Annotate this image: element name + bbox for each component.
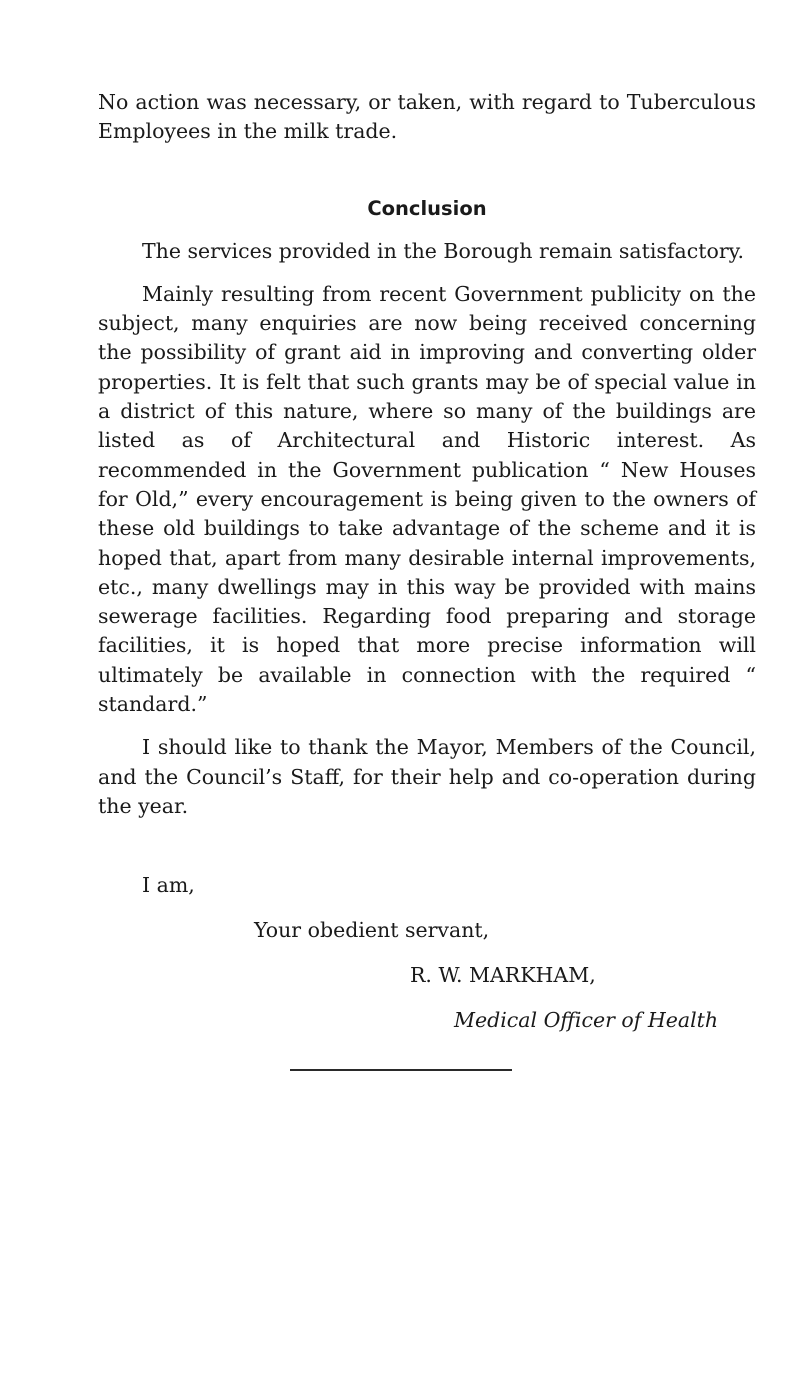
paragraph-grants: Mainly resulting from recent Government publicity on the subject, many enquiries are now being received concerning the possibility of grant aid in improving and converting older properties. It is felt that such grants may be of special value in a district of this nature, where so many of the buildings are listed as of Architectural and Historic interest. As recommended in the Government publication “ New Houses for Old,” every encouragement is being given to the owners of these old buildings to take advantage of the scheme and it is hoped that, apart from many desirable internal improvements, etc., many dwellings may in this way be provided with mains sewerage facilities. Regarding food preparing and storage facilities, it is hoped that more precise information will ultimately be available in connection with the required “ standard.” (98, 281, 756, 717)
end-rule (290, 1069, 512, 1071)
conclusion-heading: Conclusion (367, 196, 487, 220)
paragraph-services: The services provided in the Borough remain satisfactory. (142, 238, 744, 263)
conclusion-heading-wrap (98, 195, 756, 223)
paragraph-thanks: I should like to thank the Mayor, Members of the Council, and the Council’s Staff, for their help and co-operation during the year. (98, 735, 756, 818)
document-body (98, 88, 756, 821)
closing-salutation: I am, (142, 873, 195, 897)
signatory-name: R. W. MARKHAM, (410, 963, 596, 987)
closing-complimentary: Your obedient servant, (254, 918, 490, 942)
signatory-title: Medical Officer of Health (454, 1008, 719, 1032)
intro-paragraph: No action was necessary, or taken, with regard to Tuberculous Employees in the milk trade. (98, 90, 756, 144)
